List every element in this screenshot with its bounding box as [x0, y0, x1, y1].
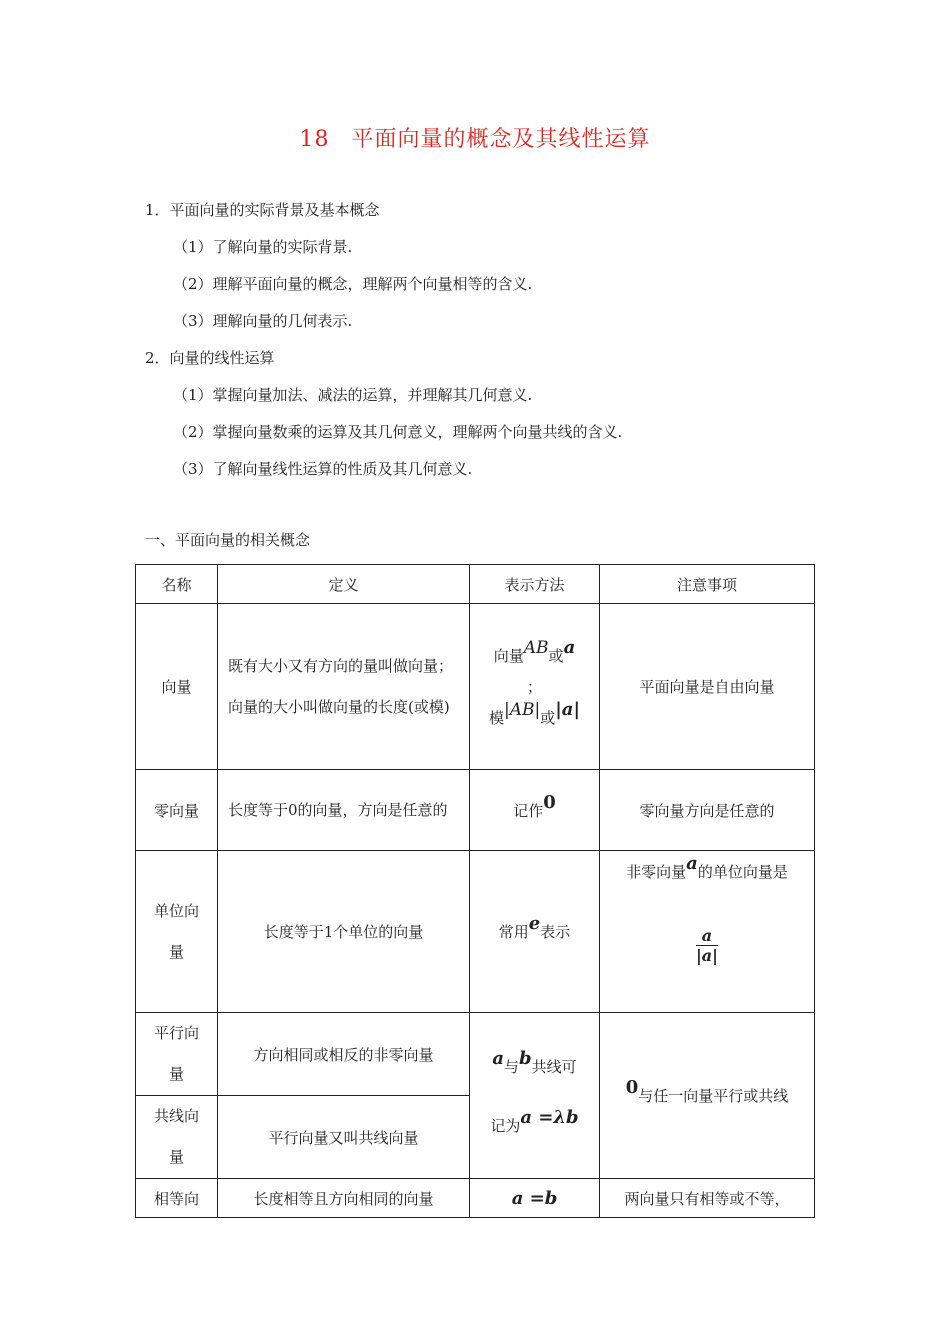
outline-item: （3）了解向量线性运算的性质及其几何意义. — [173, 460, 473, 478]
name-cell: 向量 — [136, 604, 218, 770]
name-cell: 相等向 — [136, 1179, 218, 1218]
representation-cell — [470, 1013, 600, 1179]
representation-cell: a =b — [470, 1179, 600, 1218]
outline-item: （3）理解向量的几何表示. — [173, 312, 353, 330]
rep-text: 共线可 — [531, 1057, 577, 1076]
rep-text: 或 — [540, 708, 556, 727]
zero-vector-symbol: 0 — [625, 1077, 639, 1098]
name-cell: 平行向量 — [136, 1013, 218, 1096]
vector-ab: AB — [523, 637, 549, 658]
note-cell: 零向量方向是任意的 — [600, 770, 815, 851]
outline-item: （2）理解平面向量的概念，理解两个向量相等的含义. — [173, 275, 533, 293]
name-cell: 共线向量 — [136, 1096, 218, 1179]
rep-text: 常用 — [498, 923, 529, 941]
title-number: 18 — [299, 127, 330, 152]
title-text: 平面向量的概念及其线性运算 — [351, 127, 651, 152]
table-row — [136, 770, 815, 851]
definition-cell: 方向相同或相反的非零向量 — [218, 1013, 470, 1096]
representation-cell — [470, 604, 600, 770]
definition-cell: 长度等于1个单位的向量 — [218, 851, 470, 1013]
modulus-a: |a| — [555, 698, 581, 720]
rep-text: 或 — [548, 646, 564, 665]
vector-a: a — [686, 853, 698, 874]
unit-vector-symbol: e — [528, 913, 541, 934]
rep-text: 向量 — [493, 646, 524, 665]
name-cell: 零向量 — [136, 770, 218, 851]
vector-a: a — [492, 1047, 505, 1069]
header-cell: 注意事项 — [600, 565, 815, 604]
page-title — [0, 122, 950, 153]
note-text: 非零向量 — [626, 863, 687, 881]
rep-text: 与 — [504, 1057, 520, 1076]
note-cell: 两向量只有相等或不等， — [600, 1179, 815, 1218]
table-header-row — [136, 565, 815, 604]
outline-item: 2．向量的线性运算 — [145, 349, 275, 367]
note-cell — [600, 1013, 815, 1179]
table-row — [136, 604, 815, 770]
outline-item: （1）掌握向量加法、减法的运算，并理解其几何意义. — [173, 386, 533, 404]
representation-cell — [470, 770, 600, 851]
name-cell: 单位向量 — [136, 851, 218, 1013]
header-cell: 定义 — [218, 565, 470, 604]
note-text: 的单位向量是 — [697, 863, 788, 881]
outline-item: 1．平面向量的实际背景及基本概念 — [145, 201, 380, 219]
note-cell: 平面向量是自由向量 — [600, 604, 815, 770]
rep-text: 表示 — [540, 923, 571, 941]
header-cell: 表示方法 — [470, 565, 600, 604]
modulus-ab: |AB| — [504, 699, 541, 720]
fraction-numerator: a — [696, 926, 718, 946]
table-row — [136, 1179, 815, 1218]
representation-cell — [470, 851, 600, 1013]
vector-a: a — [563, 636, 576, 658]
note-text: 与任一向量平行或共线 — [638, 1087, 789, 1105]
definition-cell: 长度等于0的向量，方向是任意的 — [218, 770, 470, 851]
fraction-denominator: |a| — [695, 946, 718, 965]
rep-text: 模 — [488, 708, 504, 727]
definition-cell: 平行向量又叫共线向量 — [218, 1096, 470, 1179]
concepts-table — [135, 564, 815, 1218]
definition-cell: 既有大小又有方向的量叫做向量；向量的大小叫做向量的长度(或模) — [218, 604, 470, 770]
rep-text: 记作 — [513, 801, 544, 820]
rep-text: 记为 — [490, 1116, 521, 1135]
table-row — [136, 851, 815, 1013]
vector-b: b — [519, 1047, 532, 1069]
table-row — [136, 1013, 815, 1096]
outline-item: （2）掌握向量数乘的运算及其几何意义，理解两个向量共线的含义. — [173, 423, 623, 441]
collinear-formula: a =λb — [520, 1106, 579, 1128]
zero-vector-symbol: 0 — [543, 791, 556, 813]
header-cell: 名称 — [136, 565, 218, 604]
rep-text: ； — [526, 677, 542, 696]
note-cell — [600, 851, 815, 1013]
definition-cell: 长度相等且方向相同的向量 — [218, 1179, 470, 1218]
unit-vector-fraction — [696, 926, 718, 965]
section-heading: 一、平面向量的相关概念 — [145, 531, 311, 549]
outline-item: （1）了解向量的实际背景. — [173, 238, 353, 256]
